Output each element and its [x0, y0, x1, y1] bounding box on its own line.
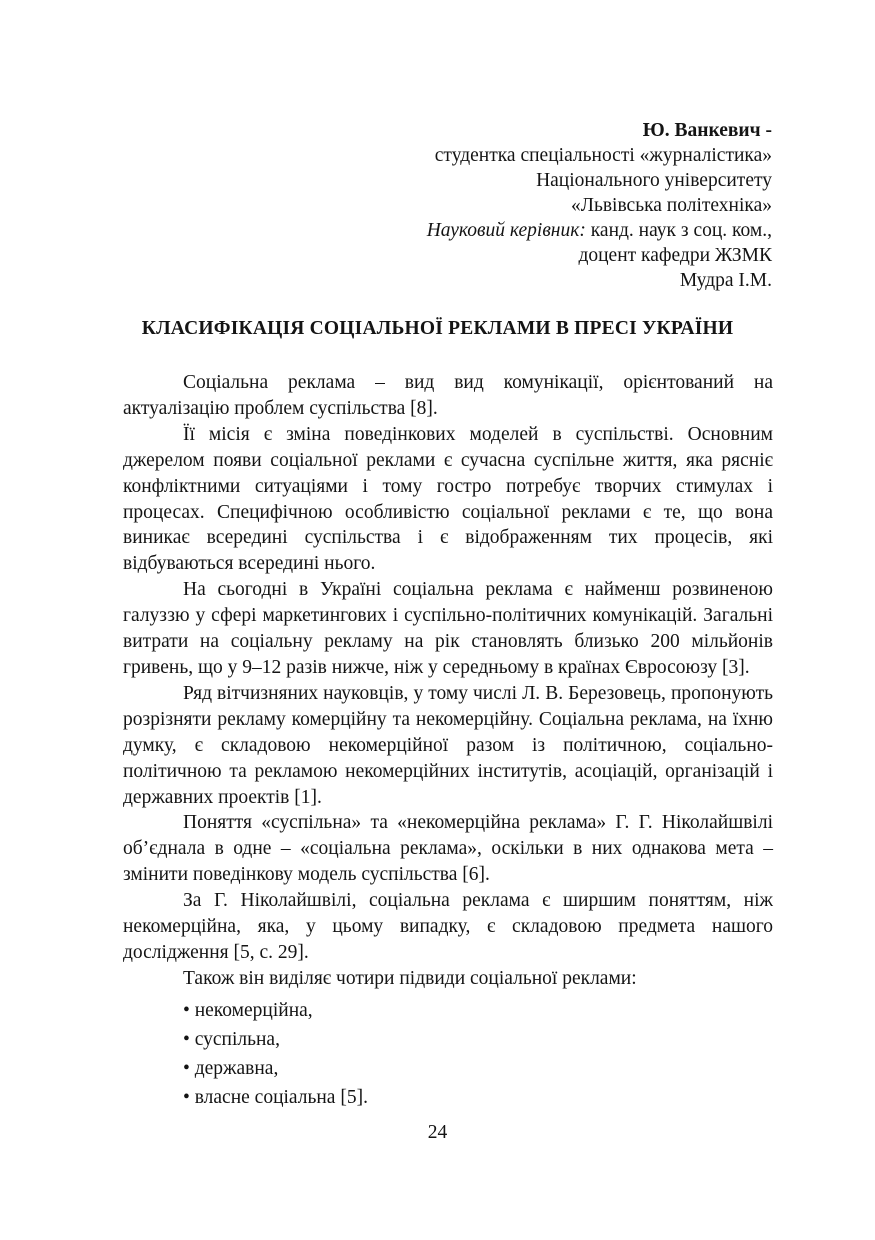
author-affiliation-line: «Львівська політехніка» — [570, 195, 772, 216]
author-name: Ю. Ванкевич - — [642, 120, 772, 141]
author-block — [427, 118, 772, 293]
paragraph: Також він виділяє чотири підвиди соціальної реклами: — [183, 967, 637, 989]
list-item: • некомерційна, — [183, 996, 773, 1025]
paragraph: Соціальна реклама – вид вид комунікації, орієнтований на актуалізацію проблем суспільства [8]. — [123, 372, 773, 419]
advisor-line — [427, 218, 772, 243]
author-affiliation-line: Національного університету — [536, 170, 772, 191]
advisor-degree: канд. наук з соц. ком., — [585, 220, 772, 241]
advisor-name: Мудра І.М. — [679, 270, 772, 291]
paragraph: Ряд вітчизняних науковців, у тому числі Л. В. Березовець, пропонують розрізняти рекламу комерційну та некомерційну. Соціальна реклама, на їхню думку, є складовою некомерційної разом із політичною, соціально-політичною та рекламою некомерційних інститутів, асоціацій, організацій і державних проектів [1]. — [123, 682, 773, 808]
author-affiliation-line: студентка спеціальності «журналістика» — [434, 145, 772, 166]
list-item: • власне соціальна [5]. — [183, 1083, 773, 1112]
subtype-list — [123, 996, 773, 1112]
paragraph: Поняття «суспільна» та «некомерційна реклама» Г. Г. Ніколайшвілі об’єднала в одне – «соціальна реклама», оскільки в них однакова мета – змінити поведінкову модель суспільства [6]. — [123, 812, 773, 886]
article-title: КЛАСИФІКАЦІЯ СОЦІАЛЬНОЇ РЕКЛАМИ В ПРЕСІ УКРАЇНИ — [141, 318, 734, 339]
advisor-label: Науковий керівник: — [426, 220, 586, 241]
page-number: 24 — [427, 1122, 448, 1143]
paragraph: Її місія є зміна поведінкових моделей в суспільстві. Основним джерелом появи соціальної реклами є сучасна суспільне життя, яка рясніє конфліктними ситуаціями і тому гостро потребує творчих стимулах і процесах. Специфічною особливістю соціальної реклами є те, що вона виникає всередині суспільства і є відображенням тих процесів, які відбуваються всередині нього. — [123, 423, 773, 575]
paragraph: За Г. Ніколайшвілі, соціальна реклама є ширшим поняттям, ніж некомерційна, яка, у цьому випадку, є складовою предмета нашого дослідження [5, с. 29]. — [123, 890, 773, 963]
list-item: • державна, — [183, 1054, 773, 1083]
advisor-position: доцент кафедри ЖЗМК — [578, 245, 772, 266]
article-body — [123, 370, 773, 1112]
paragraph: На сьогодні в Україні соціальна реклама є найменш розвиненою галуззю у сфері маркетингових і суспільно-політичних комунікацій. Загальні витрати на соціальну рекламу на рік становлять близько 200 мільйонів гривень, що у 9–12 разів нижче, ніж у середньому в країнах Євросоюзу [3]. — [123, 579, 773, 678]
list-item: • суспільна, — [183, 1025, 773, 1054]
